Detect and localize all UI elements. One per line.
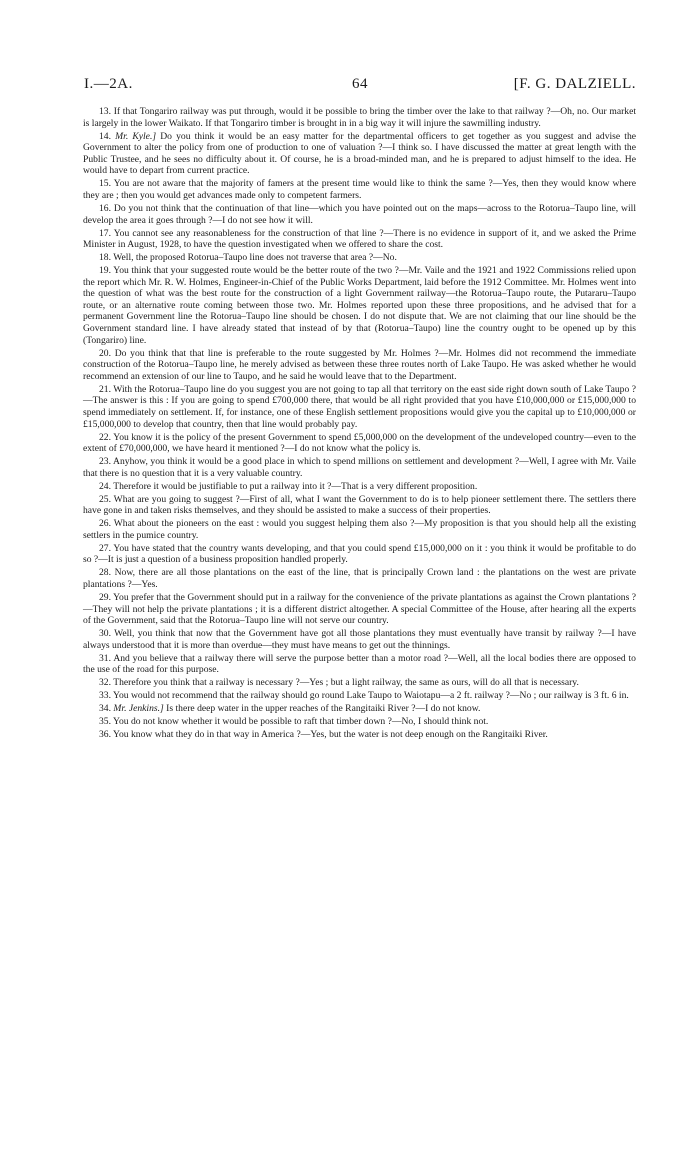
testimony-paragraph [83,384,636,430]
testimony-paragraph [83,653,636,676]
testimony-paragraph [83,567,636,590]
question-number: 24. [99,480,111,492]
question-number: 33. [99,690,111,702]
testimony-paragraph [83,716,636,728]
question-number: 36. [99,729,111,741]
testimony-paragraph [83,677,636,689]
question-number: 17. [99,227,111,239]
question-number: 27. [99,542,111,554]
testimony-paragraph [83,481,636,493]
testimony-paragraph [83,106,636,129]
question-answer-text: What are you going to suggest ?—First of all, what I want the Government to do is to help pioneer settlement there. The settlers there have gone in and taken risks themselves, and they should be assisted to make a success of their properties. [83,493,636,517]
testimony-paragraph [83,729,636,741]
question-answer-text: You know it is the policy of the present Government to spend £5,000,000 on the development of the undeveloped country—even to the extent of £70,000,000, we have heard it mentioned ?—I do not know what the policy is. [83,431,636,455]
question-answer-text: Therefore you think that a railway is necessary ?—Yes ; but a light railway, the same as ours, will do all that is necessary. [113,677,579,689]
document-body [83,106,636,742]
question-answer-text: Therefore it would be justifiable to put a railway into it ?—That is a very different proposition. [113,480,478,492]
question-answer-text: What about the pioneers on the east : would you suggest helping them also ?—My proposition is that you should help all the existing settlers in the pumice country. [83,518,636,541]
question-number: 16. [99,202,111,214]
testimony-paragraph [83,494,636,517]
document-reference: I.—2A. [84,76,133,92]
testimony-paragraph [83,518,636,541]
question-number: 31. [99,652,111,664]
question-number: 26. [99,518,111,530]
question-answer-text: And you believe that a railway there will serve the purpose better than a motor road ?—Well, all the local bodies there are opposed to the use of the road for this purpose. [83,652,636,676]
question-answer-text: Well, the proposed Rotorua–Taupo line does not traverse that area ?—No. [113,252,397,264]
question-number: 23. [99,456,111,468]
witness-name: [F. G. DALZIELL. [513,76,636,92]
question-answer-text: Is there deep water in the upper reaches of the Rangitaiki River ?—I do not know. [166,703,481,715]
question-answer-text: You think that your suggested route would be the better route of the two ?—Mr. Vaile and the 1921 and 1922 Commissions relied upon the report which Mr. R. W. Holmes, Engineer-in-Chief of the Public Works Department, laid before the 1912 Committee. Mr. Holmes went into the question of what was the best route for the construction of a light Government railway—the Rotorua–Taupo route, the Putararu–Taupo route, or an alternative route coming between those two. Mr. Holmes reported upon these three propositions, and he advised that for a permanent Government line the Rotorua–Taupo line should be chosen. I do not dispute that. We are not claiming that our line should be the Government standard line. I have already stated that instead of by that (Rotorua–Taupo) line the country ought to be opened up by this (Tongariro) line. [83,265,636,346]
question-answer-text: You would not recommend that the railway should go round Lake Taupo to Waiotapu—a 2 ft. railway ?—No ; our railway is 3 ft. 6 in. [113,690,629,702]
question-number: 21. [99,383,111,395]
question-answer-text: You cannot see any reasonableness for the construction of that line ?—There is no evidence in support of it, and we asked the Prime Minister in August, 1928, to have the question investigated when we offered to share the cost. [83,227,636,251]
question-answer-text: You know what they do in that way in America ?—Yes, but the water is not deep enough on the Rangitaiki River. [113,729,548,741]
testimony-paragraph [83,456,636,479]
question-answer-text: Do you not think that the continuation of that line—which you have pointed out on the maps—across to the Rotorua–Taupo line, will develop the area it goes through ?—I do not see how it will. [83,202,636,226]
question-answer-text: You are not aware that the majority of famers at the present time would like to think the same ?—Yes, then they would know where they are ; then you would get advances made only to competent farmers. [83,178,636,201]
testimony-paragraph [83,203,636,226]
testimony-paragraph [83,348,636,383]
question-answer-text: You have stated that the country wants developing, and that you could spend £15,000,000 on it : you think it would be profitable to do so ?—It is just a question of a business proposition handled properly. [83,542,636,566]
question-number: 35. [99,716,111,728]
question-number: 20. [99,347,111,359]
question-answer-text: Now, there are all those plantations on the east of the line, that is principally Crown land : the plantations on the west are private plantations ?—Yes. [83,567,636,591]
question-number: 29. [99,592,111,603]
testimony-paragraph [83,703,636,715]
testimony-paragraph [83,543,636,566]
question-number: 34. [99,703,111,715]
question-answer-text: Do you think that that line is preferable to the route suggested by Mr. Holmes ?—Mr. Holmes did not recommend the immediate construction of the Rotorua–Taupo line, he merely advised as between these three routes north of Lake Taupo. He was asked whether he would recommend an extension of our line to Taupo, and he said he would leave that to the Department. [83,347,636,382]
speaker-label: Mr. Kyle.] [115,130,157,142]
testimony-paragraph [83,228,636,251]
question-answer-text: You prefer that the Government should put in a railway for the convenience of the private plantations as against the Crown plantations ?—They will not help the private plantations ; it is a different district altogether. A special Committee of the House, after hearing all the experts of the Government, said that the Rotorua–Taupo line will not serve our country. [83,592,636,627]
question-number: 14. [99,130,111,142]
testimony-paragraph [83,178,636,201]
testimony-paragraph [83,131,636,177]
question-number: 19. [99,265,111,277]
question-number: 30. [99,628,111,640]
question-answer-text: If that Tongariro railway was put through, would it be possible to bring the timber over the lake to that railway ?—Oh, no. Our market is largely in the lower Waikato. If that Tongariro timber is brought in in a big way it will injure the sawmilling industry. [83,106,636,129]
question-answer-text: You do not know whether it would be possible to raft that timber down ?—No, I should think not. [113,716,489,728]
testimony-paragraph [83,592,636,627]
question-number: 22. [99,431,111,443]
question-number: 18. [99,252,111,264]
question-number: 28. [99,567,111,579]
testimony-paragraph [83,432,636,455]
question-answer-text: Well, you think that now that the Government have got all those plantations they must eventually have transit by railway ?—I have always understood that it is more than overdue—they must have means to get out the thinnings. [83,628,636,651]
testimony-paragraph [83,628,636,651]
testimony-paragraph [83,252,636,264]
testimony-paragraph [83,690,636,702]
question-number: 32. [99,677,111,689]
question-number: 13. [99,106,111,117]
question-number: 25. [99,493,111,505]
question-answer-text: Anyhow, you think it would be a good place in which to spend millions on settlement and development ?—Well, I agree with Mr. Vaile that there is no question that it is a very valuable country. [83,456,636,479]
question-number: 15. [99,178,111,190]
question-answer-text: With the Rotorua–Taupo line do you suggest you are not going to tap all that territory on the east side right down south of Lake Taupo ?—The answer is this : If you are going to spend £700,000 there, that would be all right provided that you have £10,000,000 or £15,000,000 to spend immediately on settlement. If, for instance, one of these English settlement propositions would give you the capital up to £10,000,000 or £15,000,000 to develop that country, then that line would probably pay. [83,383,636,430]
page-number: 64 [352,76,368,92]
question-answer-text: Do you think it would be an easy matter for the departmental officers to get together as you suggest and advise the Government to alter the policy from one of production to one of valuation ?—I think so. I have discussed the matter at great length with the Public Trustee, and he sees no difficulty about it. Of course, he is a broad-minded man, and he is prepared to adjust himself to the idea. He would have to depart from current practice. [83,130,637,177]
speaker-label: Mr. Jenkins.] [113,703,164,715]
page-header [84,76,636,98]
testimony-paragraph [83,265,636,346]
